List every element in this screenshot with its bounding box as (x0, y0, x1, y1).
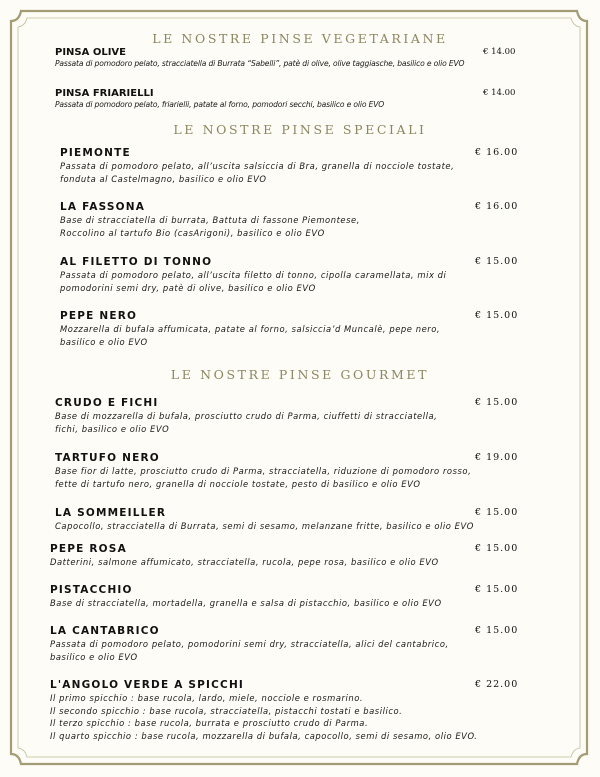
item-description-line: Capocollo, stracciatella di Burrata, semi di sesamo, melanzane fritte, basilico e olio EVO (55, 521, 474, 531)
item-description-line: Mozzarella di bufala affumicata, patate al forno, salsiccia’d Muncalè, pepe nero, (60, 324, 441, 334)
item-price: € 16.00 (475, 201, 519, 212)
item-name: LA CANTABRICO (50, 625, 160, 637)
item-price: € 14.00 (483, 47, 516, 57)
item-price: € 14.00 (483, 88, 516, 98)
item-name: CRUDO E FICHI (55, 397, 159, 409)
item-description-line: fonduta al Castelmagno, basilico e olio EVO (60, 174, 267, 184)
item-description-line: Il quarto spicchio : base rucola, mozzarella di bufala, capocollo, semi di sesamo, olio EVO. (50, 730, 478, 741)
item-description: Passata di pomodoro pelato, friarielli, patate al forno, pomodori secchi, basilico e olio EVO (55, 100, 385, 109)
item-description (60, 160, 454, 186)
item-description (55, 410, 437, 436)
item-description-line: fichi, basilico e olio EVO (55, 424, 170, 434)
item-name: PEPE ROSA (50, 543, 127, 555)
item-name: PIEMONTE (60, 147, 131, 159)
item-price: € 16.00 (475, 147, 519, 158)
item-description (55, 520, 474, 533)
item-name: AL FILETTO DI TONNO (60, 256, 213, 268)
item-description-line: Il primo spicchio : base rucola, lardo, miele, nocciole e rosmarino. (50, 693, 364, 703)
item-description-line: Base fior di latte, prosciutto crudo di Parma, stracciatella, riduzione di pomodoro rosso, (55, 466, 472, 476)
item-price: € 15.00 (475, 310, 519, 321)
item-description-line: pomodorini semi dry, patè di olive, basilico e olio EVO (60, 283, 316, 293)
item-price: € 15.00 (475, 584, 519, 595)
item-description-line: Base di stracciatella, mortadella, granella e salsa di pistacchio, basilico e olio EVO (50, 598, 442, 608)
item-description-line: Roccolino al tartufo Bio (casArigoni), basilico e olio EVO (60, 228, 325, 238)
item-description (50, 692, 477, 742)
item-description-line: basilico e olio EVO (60, 337, 148, 347)
item-name: LA SOMMEILLER (55, 507, 167, 519)
item-description-line: basilico e olio EVO (50, 652, 138, 662)
item-price: € 15.00 (475, 543, 519, 554)
item-description-line: Passata di pomodoro pelato, all’uscita salsiccia di Bra, granella di nocciole tostate, (60, 161, 455, 171)
item-name: LA FASSONA (60, 201, 146, 213)
item-description (50, 597, 442, 610)
section-title-speciali: LE NOSTRE PINSE SPECIALI (0, 122, 600, 137)
item-description-line: Datterini, salmone affumicato, stracciatella, rucola, pepe rosa, basilico e olio EVO (50, 557, 439, 567)
item-description-line: Base di mozzarella di bufala, prosciutto crudo di Parma, ciuffetti di stracciatella, (55, 411, 438, 421)
item-price: € 22.00 (475, 679, 519, 690)
item-description-line: Il terzo spicchio : base rucola, burrata e prosciutto crudo di Parma. (50, 718, 369, 728)
item-description (60, 214, 360, 240)
section-title-gourmet: LE NOSTRE PINSE GOURMET (0, 367, 600, 382)
section-title-vegetariane: LE NOSTRE PINSE VEGETARIANE (0, 31, 600, 46)
item-description (50, 556, 439, 569)
item-description-line: Passata di pomodoro pelato, pomodorini semi dry, stracciatella, alici del cantabrico, (50, 639, 449, 649)
item-price: € 15.00 (475, 625, 519, 636)
item-name: PINSA FRIARIELLI (55, 88, 154, 99)
item-name: PISTACCHIO (50, 584, 133, 596)
item-description-line: Il secondo spicchio : base rucola, stracciatella, pistacchi tostati e basilico. (50, 705, 403, 716)
item-price: € 15.00 (475, 256, 519, 267)
item-description-line: Passata di pomodoro pelato, all’uscita filetto di tonno, cipolla caramellata, mix di (60, 270, 447, 280)
item-description (60, 323, 440, 349)
item-description (50, 638, 449, 664)
item-description-line: fette di tartufo nero, granella di nocciole tostate, pesto di basilico e olio EVO (55, 479, 421, 489)
item-price: € 15.00 (475, 397, 519, 408)
item-name: L'ANGOLO VERDE A SPICCHI (50, 679, 245, 691)
item-description (60, 269, 446, 295)
item-description (55, 465, 471, 491)
item-price: € 19.00 (475, 452, 519, 463)
item-description-line: Base di stracciatella di burrata, Battuta di fassone Piemontese, (60, 215, 360, 225)
item-name: PINSA OLIVE (55, 47, 127, 58)
item-name: PEPE NERO (60, 310, 138, 322)
item-description: Passata di pomodoro pelato, stracciatella di Burrata “Sabelli”, patè di olive, olive taggiasche, basilico e olio EVO (55, 59, 465, 68)
item-name: TARTUFO NERO (55, 452, 160, 464)
item-price: € 15.00 (475, 507, 519, 518)
